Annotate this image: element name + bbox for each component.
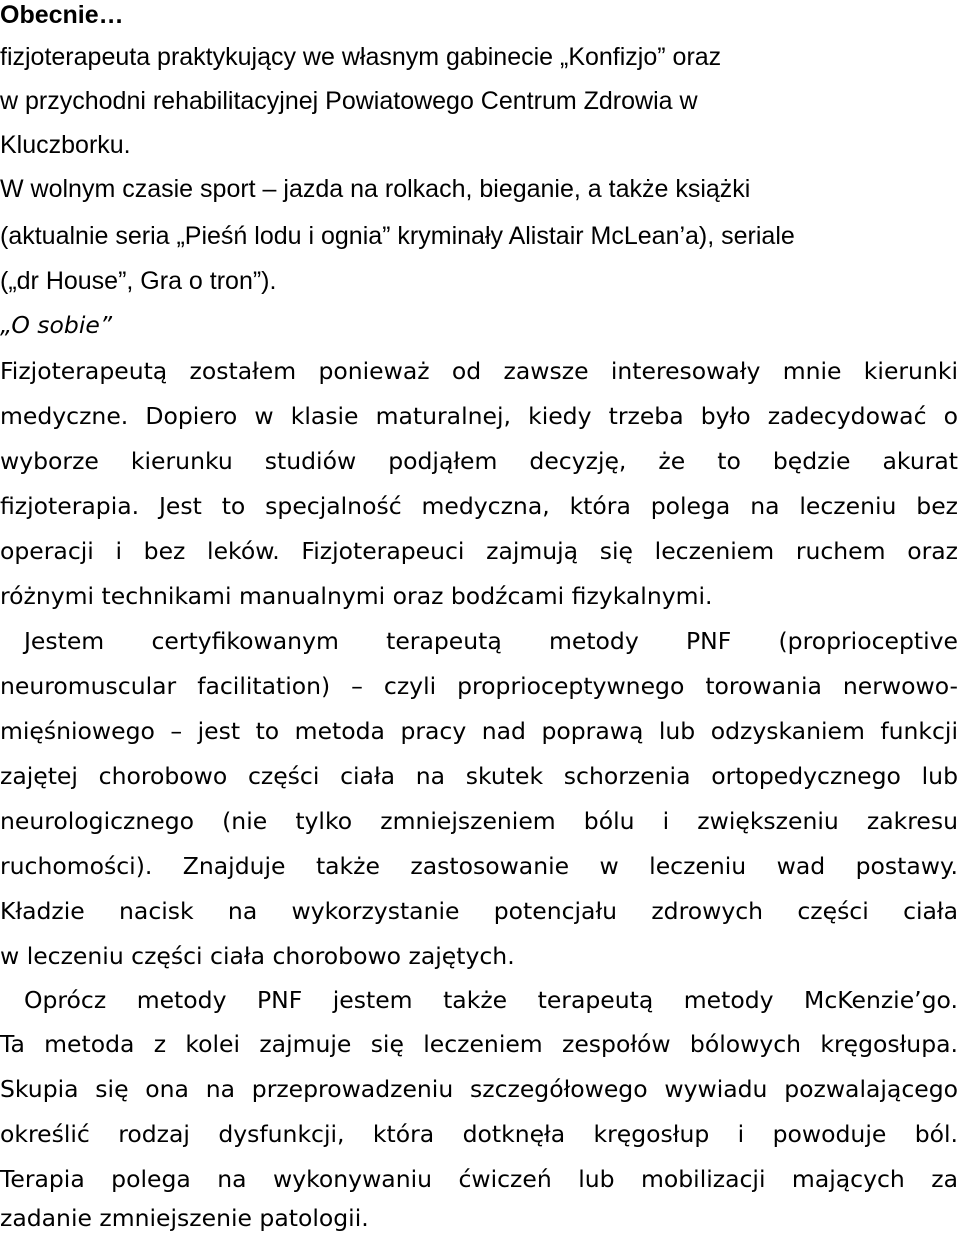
about-line: neurologicznego (nie tylko zmniejszeniem bólu i zwiększeniu zakresu xyxy=(0,807,958,835)
intro-line: fizjoterapeuta praktykujący we własnym gabinecie „Konfizjo” oraz xyxy=(0,43,722,71)
section-title: „O sobie” xyxy=(0,311,113,339)
about-line: zadanie zmniejszenie patologii. xyxy=(0,1204,369,1232)
intro-line: w przychodni rehabilitacyjnej Powiatowego Centrum Zdrowia w xyxy=(0,87,698,115)
about-line: ruchomości). Znajduje także zastosowanie w leczeniu wad postawy. xyxy=(0,852,958,880)
about-line: medyczne. Dopiero w klasie maturalnej, kiedy trzeba było zadecydować o xyxy=(0,402,958,430)
about-line: Terapia polega na wykonywaniu ćwiczeń lub mobilizacji mających za xyxy=(0,1165,958,1193)
about-line: operacji i bez leków. Fizjoterapeuci zajmują się leczeniem ruchem oraz xyxy=(0,537,958,565)
about-line: neuromuscular facilitation) – czyli proprioceptywnego torowania nerwowo- xyxy=(0,672,958,700)
page-heading: Obecnie… xyxy=(0,1,124,29)
intro-line: („dr House”, Gra o tron”). xyxy=(0,267,277,295)
about-line: różnymi technikami manualnymi oraz bodźcami fizykalnymi. xyxy=(0,582,713,610)
about-line: zajętej chorobowo części ciała na skutek schorzenia ortopedycznego lub xyxy=(0,762,958,790)
about-line: w leczeniu części ciała chorobowo zajętych. xyxy=(0,942,515,970)
about-line: fizjoterapia. Jest to specjalność medyczna, która polega na leczeniu bez xyxy=(0,492,958,520)
about-line: Kładzie nacisk na wykorzystanie potencjału zdrowych części ciała xyxy=(0,897,958,925)
intro-line: Kluczborku. xyxy=(0,131,131,159)
about-line: Ta metoda z kolei zajmuje się leczeniem zespołów bólowych kręgosłupa. xyxy=(0,1030,958,1058)
about-line: Skupia się ona na przeprowadzeniu szczegółowego wywiadu pozwalającego xyxy=(0,1075,958,1103)
intro-line: (aktualnie seria „Pieśń lodu i ognia” kryminały Alistair McLean’a), seriale xyxy=(0,222,795,250)
intro-line: W wolnym czasie sport – jazda na rolkach, bieganie, a także książki xyxy=(0,175,751,203)
about-line: Jestem certyfikowanym terapeutą metody PNF (proprioceptive xyxy=(24,627,958,655)
about-line: mięśniowego – jest to metoda pracy nad poprawą lub odzyskaniem funkcji xyxy=(0,717,958,745)
about-line: określić rodzaj dysfunkcji, która dotknęła kręgosłup i powoduje ból. xyxy=(0,1120,958,1148)
about-line: wyborze kierunku studiów podjąłem decyzję, że to będzie akurat xyxy=(0,447,958,475)
about-line: Fizjoterapeutą zostałem ponieważ od zawsze interesowały mnie kierunki xyxy=(0,357,958,385)
about-line: Oprócz metody PNF jestem także terapeutą metody McKenzie’go. xyxy=(24,986,958,1014)
